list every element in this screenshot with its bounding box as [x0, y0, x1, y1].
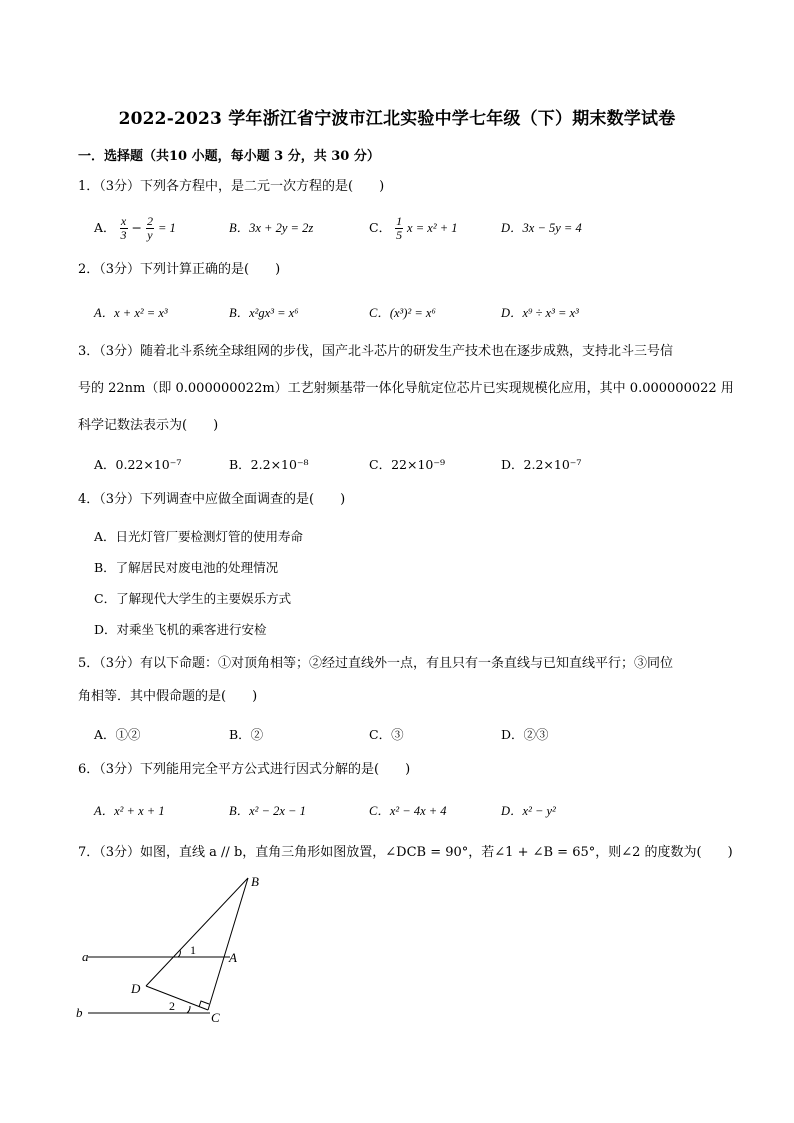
- question-2-option-b: B．x²gx³ = x⁶: [229, 306, 299, 320]
- angle-2-arc: [187, 1006, 190, 1013]
- question-5-option-b: B．②: [229, 727, 264, 742]
- question-4-option-a: A．日光灯管厂要检测灯管的使用寿命: [94, 529, 304, 544]
- label-D: D: [131, 981, 141, 996]
- question-2-option-d: D．x⁹ ÷ x³ = x³: [501, 306, 579, 320]
- question-5-stem-line-2: 角相等．其中假命题的是( ): [78, 689, 258, 704]
- option-letter: A．: [94, 220, 116, 235]
- fraction: [120, 215, 128, 242]
- question-3-stem-line-2: 号的 22nm（即 0.000000022m）工艺射频基带一体化导航定位芯片已实现规模化应用，其中 0.000000022 用: [78, 381, 734, 396]
- question-1-stem: 1．（3分）下列各方程中，是二元一次方程的是( ): [78, 179, 385, 194]
- label-angle-2: 2: [169, 999, 175, 1013]
- option-letter: C．: [369, 220, 392, 235]
- question-3-stem-line-3: 科学记数法表示为( ): [78, 418, 219, 433]
- label-A: A: [229, 950, 237, 965]
- question-2-option-a: A．x + x² = x³: [94, 306, 168, 320]
- denominator: 5: [396, 228, 403, 242]
- page-title: 2022-2023 学年浙江省宁波市江北实验中学七年级（下）期末数学试卷: [118, 109, 676, 129]
- denominator: 3: [120, 228, 127, 242]
- triangle-side-bc: [208, 878, 248, 1010]
- label-b: b: [76, 1005, 83, 1020]
- question-5-option-d: D．②③: [501, 727, 549, 742]
- question-3-option-b: B．2.2×10⁻⁸: [229, 457, 309, 472]
- denominator: y: [147, 228, 153, 242]
- question-6-option-a: A．x² + x + 1: [94, 804, 165, 818]
- question-6-stem: 6．（3分）下列能用完全平方公式进行因式分解的是( ): [78, 762, 411, 777]
- question-1-option-b: B．3x + 2y = 2z: [229, 221, 314, 235]
- label-angle-1: 1: [190, 943, 196, 957]
- question-4-option-b: B．了解居民对废电池的处理情况: [94, 560, 279, 575]
- question-6-option-d: D．x² − y²: [501, 804, 556, 818]
- question-1-option-c: [369, 215, 458, 242]
- fraction: [395, 215, 403, 242]
- question-1-option-d: D．3x − 5y = 4: [501, 221, 582, 235]
- question-4-option-c: C．了解现代大学生的主要娱乐方式: [94, 591, 292, 606]
- numerator: 2: [146, 214, 153, 228]
- right-angle-mark: [199, 1001, 209, 1007]
- question-7-stem: 7．（3分）如图，直线 a // b，直角三角形如图放置，∠DCB = 90°，若∠1 + ∠B = 65°，则∠2 的度数为( ): [78, 845, 733, 860]
- equation-rest: x = x² + 1: [407, 221, 458, 235]
- equation-rest: = 1: [157, 221, 176, 235]
- question-2-option-c: C．(x³)² = x⁶: [369, 306, 436, 320]
- question-6-option-b: B．x² − 2x − 1: [229, 804, 306, 818]
- label-B: B: [251, 874, 259, 889]
- fraction: [146, 215, 154, 242]
- numerator: 1: [396, 214, 403, 228]
- numerator: x: [120, 214, 127, 228]
- question-6-option-c: C．x² − 4x + 4: [369, 804, 447, 818]
- question-3-option-c: C．22×10⁻⁹: [369, 457, 445, 472]
- question-5-option-a: A．①②: [94, 727, 141, 742]
- minus-sign: −: [131, 220, 142, 235]
- question-5-option-c: C．③: [369, 727, 404, 742]
- question-5-stem-line-1: 5．（3分）有以下命题：①对顶角相等；②经过直线外一点，有且只有一条直线与已知直线平行；③同位: [78, 656, 674, 671]
- question-1-option-a: [94, 215, 176, 242]
- label-C: C: [211, 1010, 220, 1025]
- geometry-figure: [72, 872, 332, 1042]
- section-heading: 一．选择题（共10 小题，每小题 3 分，共 30 分）: [78, 149, 380, 164]
- question-3-option-d: D．2.2×10⁻⁷: [501, 457, 582, 472]
- question-3-option-a: A．0.22×10⁻⁷: [94, 457, 182, 472]
- question-4-option-d: D．对乘坐飞机的乘客进行安检: [94, 622, 267, 637]
- triangle-side-db: [146, 878, 248, 986]
- question-4-stem: 4．（3分）下列调查中应做全面调查的是( ): [78, 492, 346, 507]
- question-2-stem: 2．（3分）下列计算正确的是( ): [78, 262, 281, 277]
- label-a: a: [82, 949, 89, 964]
- question-3-stem-line-1: 3．（3分）随着北斗系统全球组网的步伐，国产北斗芯片的研发生产技术也在逐步成熟，支持北斗三号信: [78, 344, 674, 359]
